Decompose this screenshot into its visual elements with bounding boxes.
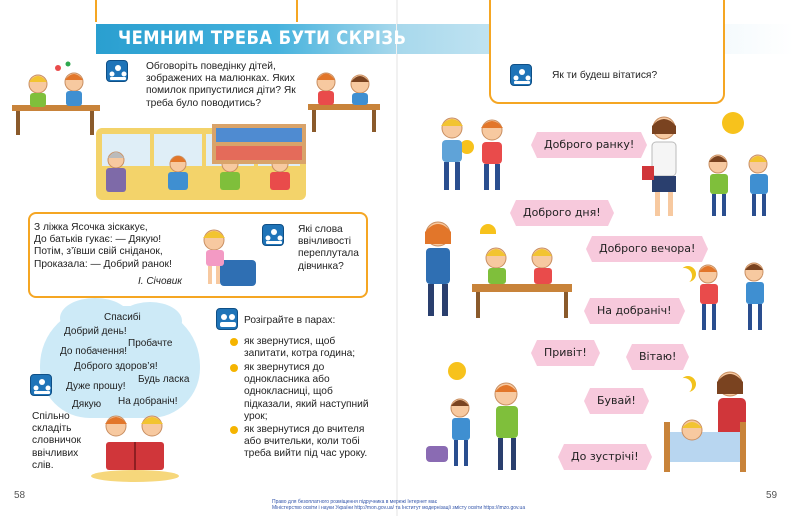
poem [34,222,194,271]
pairs-title: Розіграйте в парах: [244,315,336,326]
greeting-tag: Бувай! [590,388,643,414]
cloud-word: Пробачте [128,338,173,349]
page-number-right: 59 [766,490,778,501]
greeting-tag: Привіт! [537,340,594,366]
library-illustration [212,124,306,204]
bullet-icon [230,426,238,434]
poem-line: До батьків гукає: — Дякую! [34,234,162,246]
cloud-word: Дякую [72,399,102,410]
page-title: ЧЕМНИМ ТРЕБА БУТИ СКРІЗЬ [118,27,407,49]
poem-line: Проказала: — Добрий ранок! [34,258,172,270]
bedtime-illustration [664,366,778,476]
question-box [489,0,725,104]
evening-kids-illustration [688,258,784,338]
task-politeness-text: Які слова ввічливості переплутала дівчинка? [298,224,359,272]
footer-line: Право для безоплатного розміщення підручника в мережі Інтернет має [272,499,438,505]
page-number-left: 58 [14,490,26,501]
classroom-greeting-illustration [412,214,582,326]
farewell-illustration [420,364,530,478]
footer-line: Міністерство освіти і науки України http://mon.gov.ua/ та Інститут модернізації змісту освіти https://imzo.gov.ua [272,505,526,511]
greeting-tag: Вітаю! [632,344,683,370]
cloud-word: Доброго здоров’я! [74,361,158,372]
poem-author: І. Січовик [138,276,183,287]
sun-icon [722,112,744,134]
cloud-word: Добрий день! [64,326,127,337]
pairs-item: як звернутися до однокласника або однокласниці, щоб підказали, який наступний урок; [244,362,369,422]
greeting-question: Як ти будеш вітатися? [552,70,658,81]
greeting-tag: Доброго ранку! [537,132,641,158]
pairs-item: як звернутися до вчителя або вчительки, коли тобі треба вийти під час уроку. [244,424,368,460]
cloud-word: Спасибі [104,312,141,323]
task-vocabulary-text: Спільно складіть словничок ввічливих слів. [32,411,81,471]
poem-line: З ліжка Ясочка зіскакує, [34,222,148,233]
greeting-tag: На добраніч! [590,298,679,324]
bench-illustration [304,60,384,140]
girl-illustration [192,220,258,296]
bullet-icon [230,364,238,372]
schoolkids-illustration [700,148,784,220]
frame-line [95,0,97,22]
poem-line: Потім, з’ївши свій сніданок, [34,246,163,258]
reading-kids-illustration [86,410,184,482]
task-discuss-text: Обговоріть поведінку дітей, зображених на малюнках. Яких помилок припустилися діти? Як треба було поводитись? [146,61,296,109]
cloud-word: Будь ласка [138,374,190,385]
group-discussion-icon [106,60,128,82]
group-discussion-icon [30,374,52,396]
pair-work-icon [216,308,238,330]
cloud-word: На добраніч! [118,396,178,407]
classroom-illustration [10,60,102,140]
bullet-icon [230,338,238,346]
teacher-illustration [642,114,686,220]
cloud-word: До побачення! [60,346,128,357]
greeting-tag: Доброго вечора! [592,236,702,262]
copyright-footer [272,499,525,511]
frame-line [296,0,298,22]
greeting-tag: До зустрічі! [564,444,646,470]
group-discussion-icon [262,224,284,246]
greeting-tag: Доброго дня! [516,200,608,226]
group-discussion-icon [510,64,532,86]
pairs-item: як звернутися, щоб запитати, котра година; [244,336,356,360]
greeting-kids-illustration [430,112,520,198]
page-gutter [396,0,398,516]
cloud-word: Дуже прошу! [66,381,126,392]
